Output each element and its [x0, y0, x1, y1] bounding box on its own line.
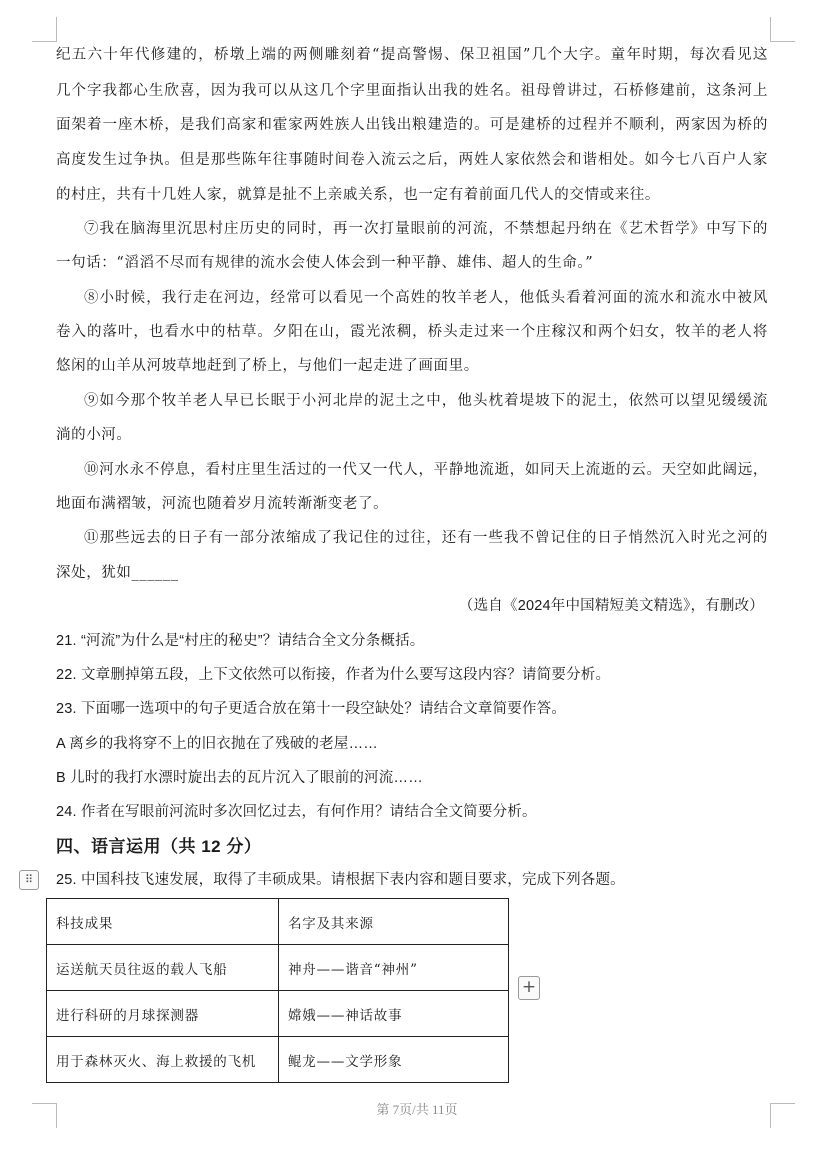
page-corner-mark-top-right — [770, 17, 795, 42]
page-corner-mark-top-left — [32, 17, 57, 42]
table-drag-handle-icon[interactable]: ⠿ — [19, 870, 39, 890]
table-cell: 用于森林灭火、海上救援的飞机 — [47, 1037, 279, 1083]
paragraph-11-line-1: ⑪那些远去的日子有一部分浓缩成了我记住的过往，还有一些我不曾记住的日子悄然沉入时光之河的 — [84, 530, 768, 546]
table-cell: 鲲龙——文学形象 — [279, 1037, 509, 1083]
question-25: 25. 中国科技飞速发展，取得了丰硕成果。请根据下表内容和题目要求，完成下列各题。 — [56, 872, 625, 888]
paragraph-8-line-3: 悠闲的山羊从河坡草地赶到了桥上，与他们一起走进了画面里。 — [56, 358, 479, 374]
paragraph-7-line-2: 一句话：“滔滔不尽而有规律的流水会使人体会到一种平静、雄伟、超人的生命。” — [56, 255, 594, 271]
paragraph-9-line-2: 淌的小河。 — [56, 427, 132, 443]
table-header-row — [47, 899, 509, 945]
question-23: 23. 下面哪一选项中的句子更适合放在第十一段空缺处？请结合文章简要作答。 — [56, 701, 567, 717]
question-24: 24. 作者在写眼前河流时多次回忆过去，有何作用？请结合全文简要分析。 — [56, 804, 537, 820]
paragraph-10-line-2: 地面布满褶皱，河流也随着岁月流转渐渐变老了。 — [56, 496, 389, 512]
paragraph-9-line-1: ⑨如今那个牧羊老人早已长眠于小河北岸的泥土之中，他头枕着堤坡下的泥土，依然可以望见缓缓流 — [84, 393, 768, 409]
paragraph-6-line-2: 几个字我都心生欣喜，因为我可以从这几个字里面指认出我的姓名。祖母曾讲过，石桥修建前，这条河上 — [56, 83, 768, 99]
table-header-name-origin: 名字及其来源 — [279, 899, 509, 945]
paragraph-6-line-4: 高度发生过争执。但是那些陈年往事随时间卷入流云之后，两姓人家依然会和谐相处。如今七八百户人家 — [56, 152, 768, 168]
paragraph-7-line-1: ⑦我在脑海里沉思村庄历史的同时，再一次打量眼前的河流，不禁想起丹纳在《艺术哲学》中写下的 — [84, 221, 768, 237]
table-header-achievement: 科技成果 — [47, 899, 279, 945]
question-22: 22. 文章删掉第五段，上下文依然可以衔接，作者为什么要写这段内容？请简要分析。 — [56, 667, 611, 683]
table-cell: 神舟——谐音“神州” — [279, 945, 509, 991]
table-row — [47, 945, 509, 991]
table-cell: 进行科研的月球探测器 — [47, 991, 279, 1037]
table-cell: 运送航天员往返的载人飞船 — [47, 945, 279, 991]
paragraph-8-line-2: 卷入的落叶，也看水中的枯草。夕阳在山，霞光浓稠，桥头走过来一个庄稼汉和两个妇女，牧羊的老人将 — [56, 324, 768, 340]
page-number-footer: 第 7页/共 11页 — [376, 1102, 458, 1117]
table-row — [47, 1037, 509, 1083]
option-b: B 儿时的我打水漂时旋出去的瓦片沉入了眼前的河流…… — [56, 770, 423, 786]
table-row — [47, 991, 509, 1037]
paragraph-10-line-1: ⑩河水永不停息，看村庄里生活过的一代又一代人，平静地流逝，如同天上流逝的云。天空如此阔远， — [84, 462, 768, 478]
tech-achievements-table — [46, 898, 509, 1083]
question-21: 21. “河流”为什么是“村庄的秘史”？请结合全文分条概括。 — [56, 633, 425, 649]
paragraph-11-line-2: 深处，犹如______ — [56, 565, 179, 581]
paragraph-6-line-5: 的村庄，共有十几姓人家，就算是扯不上亲戚关系，也一定有着前面几代人的交情或来往。 — [56, 187, 660, 203]
paragraph-6-line-1: 纪五六十年代修建的，桥墩上端的两侧雕刻着“提高警惕、保卫祖国”几个大字。童年时期，每次看见这 — [56, 47, 768, 63]
section-heading: 四、语言运用（共 12 分） — [56, 837, 262, 856]
add-column-icon[interactable]: + — [518, 976, 540, 1000]
option-a: A 离乡的我将穿不上的旧衣抛在了残破的老屋…… — [56, 736, 378, 752]
source-note: （选自《2024年中国精短美文精选》，有删改） — [458, 598, 764, 614]
paragraph-8-line-1: ⑧小时候，我行走在河边，经常可以看见一个高姓的牧羊老人，他低头看着河面的流水和流水中被风 — [84, 290, 768, 306]
paragraph-6-line-3: 面架着一座木桥，是我们高家和霍家两姓族人出钱出粮建造的。可是建桥的过程并不顺利，两家因为桥的 — [56, 117, 768, 133]
table-cell: 嫦娥——神话故事 — [279, 991, 509, 1037]
